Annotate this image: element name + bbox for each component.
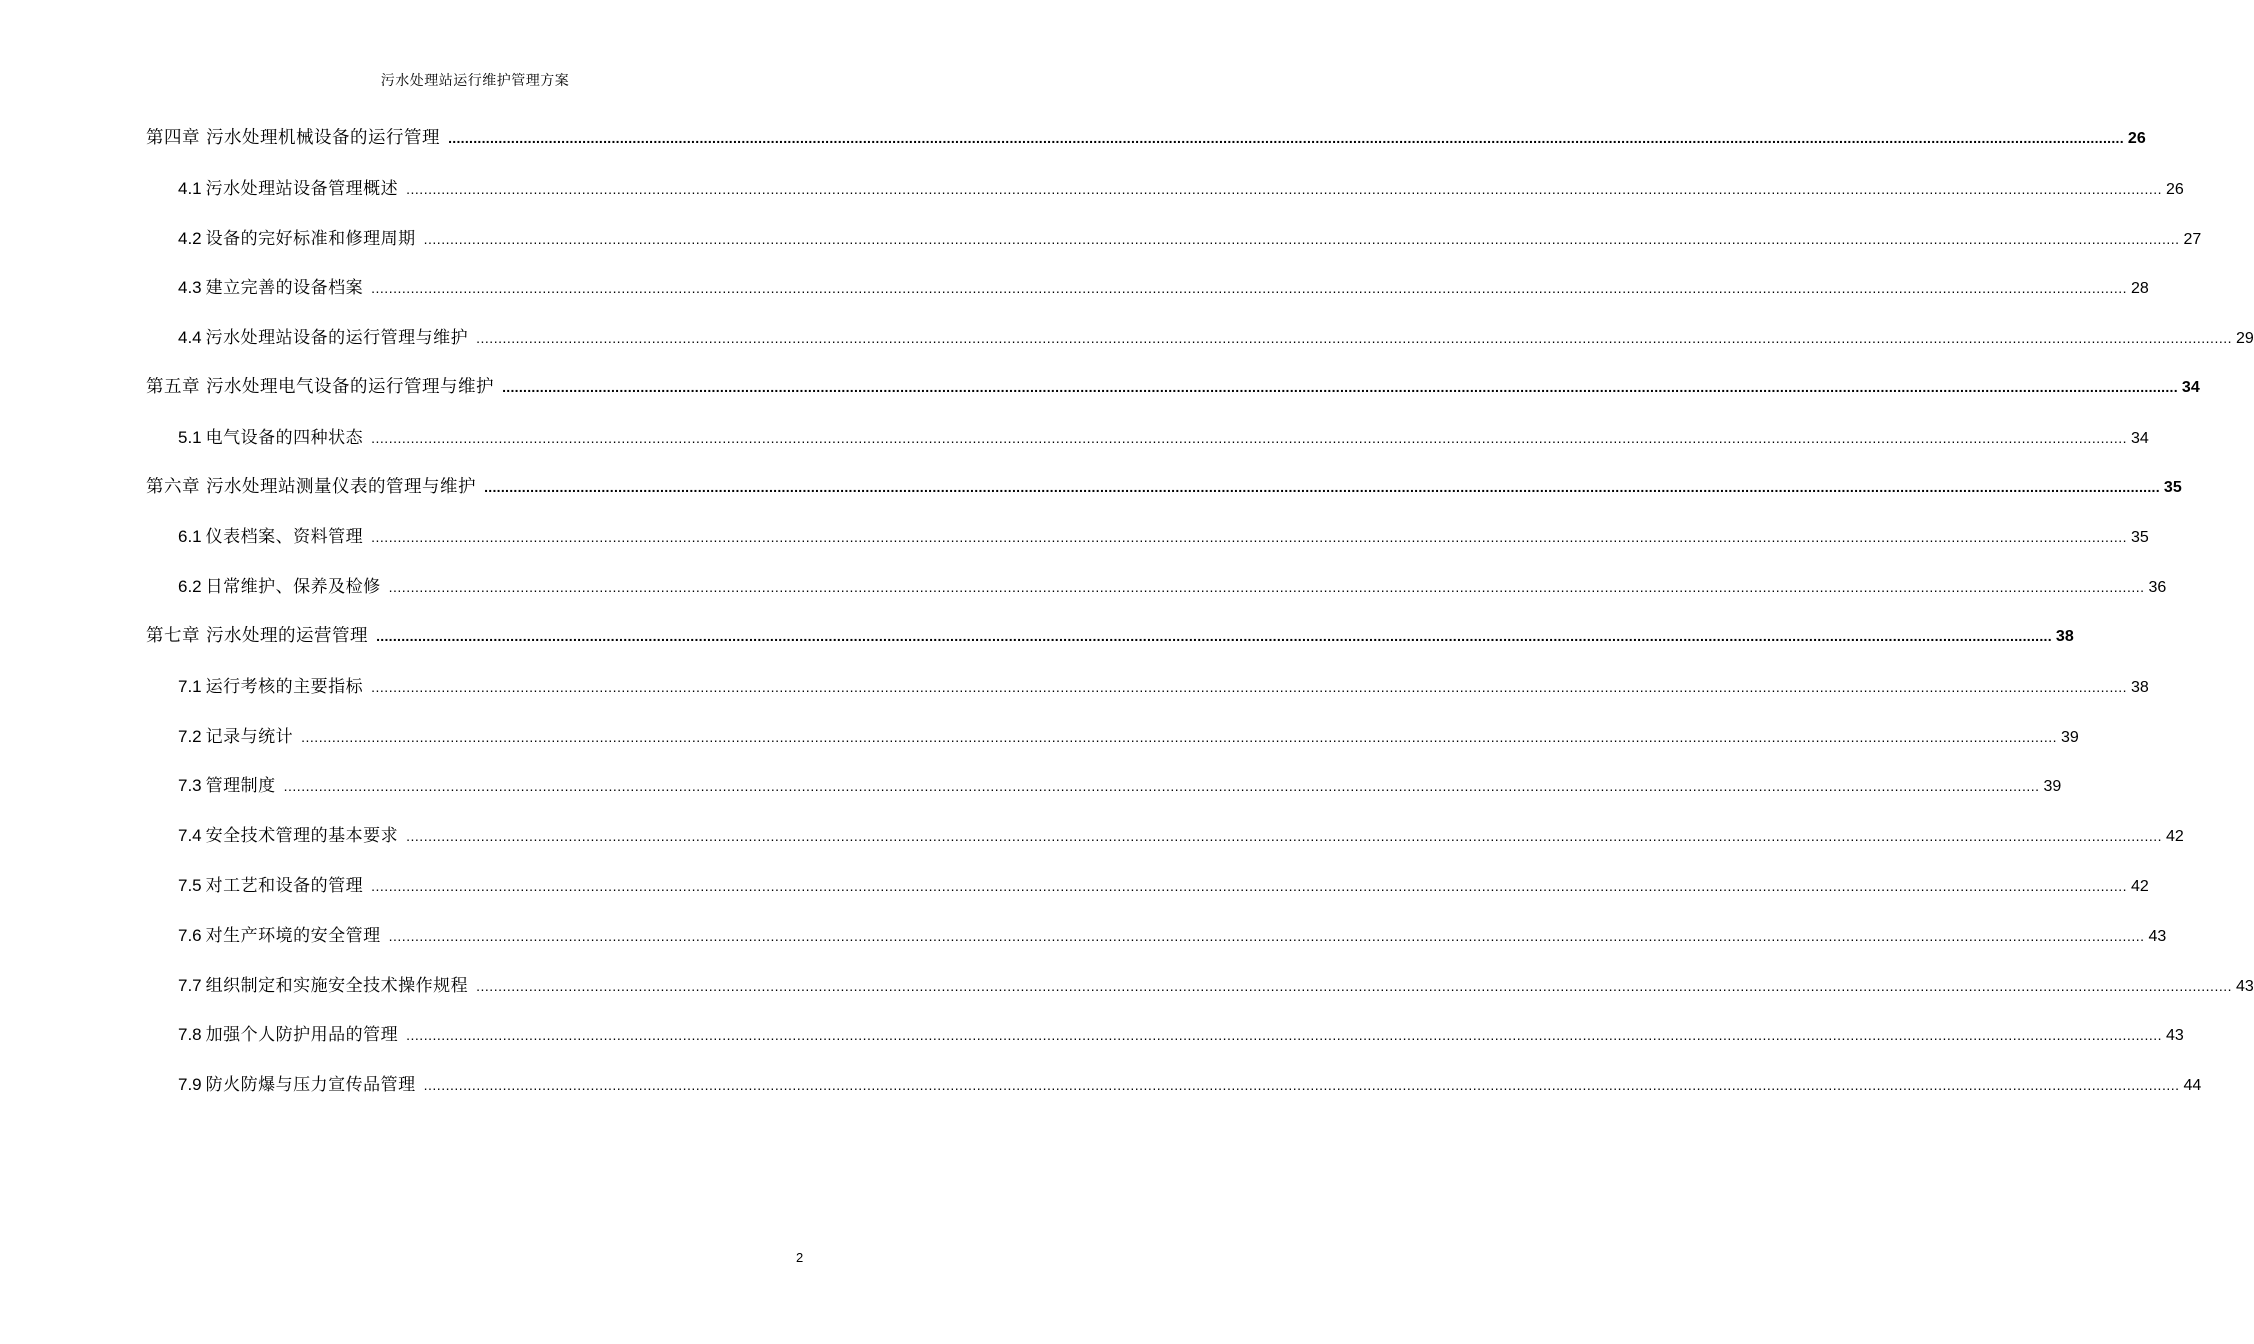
toc-section-entry[interactable] bbox=[146, 572, 2167, 622]
toc-entry-label: 加强个人防护用品的管理 bbox=[205, 1025, 399, 1046]
toc-dot-leader: ................................................................................................................................................................................................................................................................................................................................................................................................................ bbox=[388, 927, 2145, 944]
toc-entry-page: 42 bbox=[2166, 828, 2184, 846]
toc-entry-number: 6.1 bbox=[178, 527, 202, 547]
toc-entry-page: 35 bbox=[2131, 529, 2149, 547]
toc-entry-number: 7.6 bbox=[178, 925, 202, 945]
toc-entry-label: 记录与统计 bbox=[205, 726, 294, 747]
toc-entry-page: 39 bbox=[2043, 778, 2062, 796]
toc-entry-number: 4.4 bbox=[178, 328, 202, 348]
toc-entry-number: 6.2 bbox=[178, 577, 202, 597]
toc-entry-page: 29 bbox=[2236, 330, 2254, 348]
running-header: 污水处理站运行维护管理方案 bbox=[380, 73, 570, 89]
toc-entry-label: 管理制度 bbox=[205, 776, 276, 797]
toc-section-entry[interactable] bbox=[146, 273, 2149, 323]
toc-entry-page: 38 bbox=[2131, 678, 2149, 696]
toc-dot-leader: ................................................................................................................................................................................................................................................................................................................................................................................................................ bbox=[423, 1077, 2180, 1094]
toc-section-entry[interactable] bbox=[146, 722, 2079, 772]
toc-entry-label: 污水处理站设备管理概述 bbox=[205, 178, 399, 199]
toc-dot-leader: ................................................................................................................................................................................................................................................................................................................................................................................................................ bbox=[283, 778, 2040, 795]
toc-entry-label: 第四章 污水处理机械设备的运行管理 bbox=[146, 128, 441, 148]
toc-entry-number: 4.2 bbox=[178, 228, 202, 248]
toc-section-entry[interactable] bbox=[146, 971, 2254, 1021]
toc-entry-page: 36 bbox=[2148, 579, 2167, 597]
toc-entry-number: 4.1 bbox=[178, 178, 202, 198]
toc-dot-leader: ................................................................................................................................................................................................................................................................................................................................................................................................................ bbox=[371, 280, 2127, 297]
toc-entry-page: 26 bbox=[2127, 130, 2146, 147]
toc-section-entry[interactable] bbox=[146, 821, 2184, 871]
toc-section-entry[interactable] bbox=[146, 672, 2149, 722]
toc-entry-label: 对生产环境的安全管理 bbox=[205, 925, 381, 946]
toc-entry-number: 7.4 bbox=[178, 826, 202, 846]
toc-entry-number: 5.1 bbox=[178, 427, 202, 447]
toc-section-entry[interactable] bbox=[146, 522, 2149, 572]
toc-section-entry[interactable] bbox=[146, 871, 2149, 921]
toc-entry-page: 34 bbox=[2131, 429, 2149, 447]
toc-entry-label: 日常维护、保养及检修 bbox=[205, 577, 381, 598]
toc-section-entry[interactable] bbox=[146, 921, 2167, 971]
toc-section-entry[interactable] bbox=[146, 224, 2202, 274]
toc-entry-number: 7.9 bbox=[178, 1075, 202, 1095]
toc-entry-number: 7.8 bbox=[178, 1025, 202, 1045]
toc-entry-label: 污水处理站设备的运行管理与维护 bbox=[205, 328, 469, 349]
toc-entry-page: 35 bbox=[2163, 478, 2182, 496]
toc-dot-leader: ................................................................................................................................................................................................................................................................................................................................................................................................................ bbox=[376, 627, 2052, 644]
toc-entry-label: 对工艺和设备的管理 bbox=[205, 875, 364, 896]
toc-entry-page: 39 bbox=[2061, 728, 2079, 746]
toc-entry-number: 7.5 bbox=[178, 875, 202, 895]
toc-dot-leader: ................................................................................................................................................................................................................................................................................................................................................................................................................ bbox=[301, 728, 2057, 745]
toc-section-entry[interactable] bbox=[146, 323, 2254, 373]
toc-section-entry[interactable] bbox=[146, 174, 2184, 224]
toc-entry-label: 设备的完好标准和修理周期 bbox=[205, 228, 416, 249]
toc-dot-leader: ................................................................................................................................................................................................................................................................................................................................................................................................................ bbox=[371, 877, 2127, 894]
toc-entry-number: 7.1 bbox=[178, 676, 202, 696]
toc-entry-number: 7.3 bbox=[178, 776, 202, 796]
toc-entry-page: 43 bbox=[2236, 977, 2254, 995]
page-number: 2 bbox=[796, 1250, 804, 1265]
toc-entry-number: 7.7 bbox=[178, 975, 202, 995]
toc-entry-label: 安全技术管理的基本要求 bbox=[205, 826, 399, 847]
toc-entry-label: 组织制定和实施安全技术操作规程 bbox=[205, 975, 469, 996]
toc-section-entry[interactable] bbox=[146, 1020, 2184, 1070]
toc-chapter-entry[interactable] bbox=[146, 124, 2146, 174]
toc-entry-label: 建立完善的设备档案 bbox=[205, 278, 364, 299]
toc-entry-page: 28 bbox=[2131, 280, 2149, 298]
toc-chapter-entry[interactable] bbox=[146, 622, 2074, 672]
toc-entry-page: 43 bbox=[2148, 927, 2167, 945]
toc-dot-leader: ................................................................................................................................................................................................................................................................................................................................................................................................................ bbox=[371, 678, 2127, 695]
toc-entry-label: 防火防爆与压力宣传品管理 bbox=[205, 1075, 416, 1096]
toc-dot-leader: ................................................................................................................................................................................................................................................................................................................................................................................................................ bbox=[406, 828, 2162, 845]
toc-entry-page: 27 bbox=[2183, 230, 2202, 248]
toc-entry-page: 42 bbox=[2131, 877, 2149, 895]
toc-entry-page: 26 bbox=[2166, 180, 2184, 198]
toc-dot-leader: ................................................................................................................................................................................................................................................................................................................................................................................................................ bbox=[502, 378, 2178, 395]
toc-entry-page: 43 bbox=[2166, 1027, 2184, 1045]
toc-entry-page: 38 bbox=[2055, 627, 2074, 645]
toc-entry-page: 44 bbox=[2183, 1077, 2202, 1095]
toc-entry-label: 第七章 污水处理的运营管理 bbox=[146, 625, 369, 646]
toc-section-entry[interactable] bbox=[146, 1070, 2202, 1120]
toc-entry-label: 第六章 污水处理站测量仪表的管理与维护 bbox=[146, 476, 477, 497]
toc-dot-leader: ................................................................................................................................................................................................................................................................................................................................................................................................................ bbox=[388, 579, 2145, 596]
toc-dot-leader: ................................................................................................................................................................................................................................................................................................................................................................................................................ bbox=[484, 478, 2160, 495]
toc-entry-number: 4.3 bbox=[178, 278, 202, 298]
toc-entry-page: 34 bbox=[2181, 378, 2200, 396]
toc-entry-label: 仪表档案、资料管理 bbox=[205, 527, 364, 548]
toc-entry-label: 运行考核的主要指标 bbox=[205, 676, 364, 697]
toc-section-entry[interactable] bbox=[146, 423, 2149, 473]
toc-dot-leader: ................................................................................................................................................................................................................................................................................................................................................................................................................ bbox=[406, 1027, 2162, 1044]
toc-dot-leader: ................................................................................................................................................................................................................................................................................................................................................................................................................ bbox=[476, 977, 2232, 994]
table-of-contents bbox=[146, 124, 2254, 1120]
toc-dot-leader: ................................................................................................................................................................................................................................................................................................................................................................................................................ bbox=[371, 529, 2127, 546]
toc-entry-label: 电气设备的四种状态 bbox=[205, 427, 364, 448]
toc-dot-leader: ................................................................................................................................................................................................................................................................................................................................................................................................................ bbox=[423, 230, 2180, 247]
toc-dot-leader: ................................................................................................................................................................................................................................................................................................................................................................................................................ bbox=[476, 330, 2232, 347]
toc-dot-leader: ................................................................................................................................................................................................................................................................................................................................................................................................................ bbox=[448, 130, 2124, 146]
toc-chapter-entry[interactable] bbox=[146, 373, 2200, 423]
toc-entry-label: 第五章 污水处理电气设备的运行管理与维护 bbox=[146, 376, 495, 397]
toc-entry-number: 7.2 bbox=[178, 726, 202, 746]
toc-dot-leader: ................................................................................................................................................................................................................................................................................................................................................................................................................ bbox=[371, 429, 2127, 446]
toc-chapter-entry[interactable] bbox=[146, 473, 2182, 523]
toc-dot-leader: ................................................................................................................................................................................................................................................................................................................................................................................................................ bbox=[406, 180, 2162, 197]
toc-section-entry[interactable] bbox=[146, 771, 2062, 821]
